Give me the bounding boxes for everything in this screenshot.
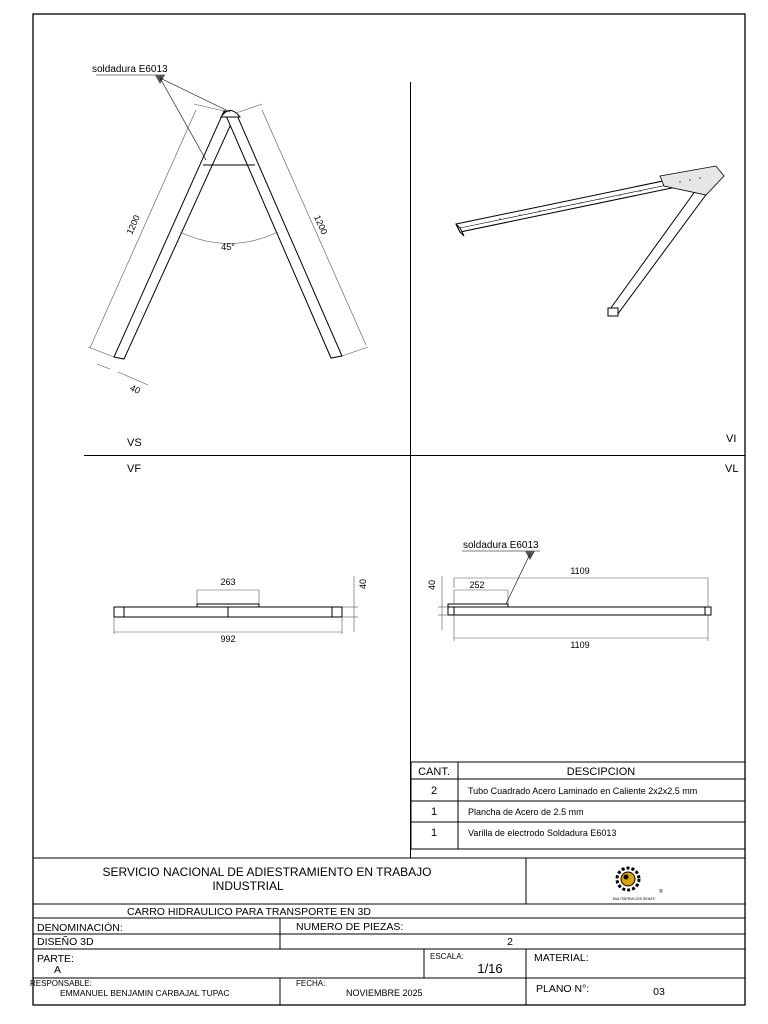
- bom-header-desc: DESCIPCION: [566, 766, 636, 778]
- fecha-label: FECHA:: [296, 979, 326, 988]
- material-label: MATERIAL:: [534, 952, 589, 964]
- plano-value: 03: [653, 986, 665, 998]
- parte-label: PARTE:: [37, 953, 74, 965]
- denominacion-label: DENOMINACIÓN:: [37, 922, 123, 934]
- vl-dim-plate-label: 252: [469, 580, 485, 590]
- escala-value: 1/16: [477, 961, 503, 976]
- vs-dim-tube-label: 40: [128, 382, 142, 396]
- view-vf: [114, 463, 368, 644]
- piezas-label: NUMERO DE PIEZAS:: [296, 921, 404, 933]
- vs-dim-left-label: 1200: [124, 213, 142, 236]
- bom-row-2-desc: Plancha de Acero de 2.5 mm: [468, 807, 584, 817]
- vi-gusset-plate: [660, 166, 724, 195]
- vl-plate: [448, 604, 508, 607]
- vs-dim-right-label: 1200: [312, 213, 330, 236]
- svg-text:®: ®: [659, 889, 663, 895]
- vf-view-label: VF: [127, 463, 142, 475]
- parte-value: A: [54, 964, 62, 976]
- vl-dim-top-label: 1109: [570, 566, 590, 576]
- bom-header-qty: CANT.: [418, 766, 450, 778]
- bom-row-3-qty: 1: [430, 827, 438, 839]
- vl-weld-symbol: [525, 551, 535, 560]
- bom-row-1-qty: 2: [430, 785, 438, 797]
- piezas-value: 2: [507, 936, 513, 948]
- institution-line-2: INDUSTRIAL: [212, 879, 284, 893]
- vs-right-leg: [224, 111, 342, 358]
- vl-dim-bottom-label: 1109: [570, 640, 590, 650]
- bom-row-2-qty: 1: [430, 806, 438, 818]
- vl-weld-label: soldadura E6013: [463, 540, 539, 551]
- bill-of-materials: [411, 762, 745, 849]
- vf-dim-top-label: 263: [220, 577, 236, 587]
- bom-row-1-desc: Tubo Cuadrado Acero Laminado en Caliente 2x2x2.5 mm: [468, 786, 698, 796]
- vi-view-label: VI: [726, 433, 737, 445]
- vl-dim-height-label: 40: [427, 579, 437, 591]
- institution-line-1: SERVICIO NACIONAL DE ADIESTRAMIENTO EN TRABAJO: [102, 865, 432, 879]
- sheet-border: [33, 14, 745, 1005]
- title-block: [30, 858, 745, 1005]
- responsable-value: EMMANUEL BENJAMIN CARBAJAL TUPAC: [60, 988, 230, 998]
- project-title: CARRO HIDRAULICO PARA TRANSPORTE EN 3D: [127, 906, 371, 918]
- bom-row-3-desc: Varilla de electrodo Soldadura E6013: [468, 828, 617, 838]
- escala-label: ESCALA:: [430, 952, 464, 961]
- view-vl: [427, 463, 738, 650]
- logo-caption: MULTISERVICIOS SENATI: [612, 897, 656, 901]
- plano-label: PLANO N°:: [536, 983, 590, 995]
- fecha-value: NOVIEMBRE 2025: [346, 988, 423, 998]
- responsable-label: RESPONSABLE:: [30, 979, 92, 988]
- view-vi: [456, 166, 736, 445]
- vf-dim-height-label: 40: [358, 578, 368, 590]
- senati-logo: [613, 868, 663, 901]
- vs-angle-label: 45°: [221, 242, 235, 252]
- vi-short-tube: [608, 190, 708, 315]
- vl-tube: [448, 607, 711, 615]
- vf-plate: [197, 604, 259, 607]
- vl-view-label: VL: [725, 463, 739, 475]
- denominacion-value: DISEÑO 3D: [37, 936, 94, 948]
- view-vs: [88, 64, 368, 449]
- vf-dim-overall-label: 992: [220, 634, 236, 644]
- vs-view-label: VS: [127, 437, 142, 449]
- vs-weld-label: soldadura E6013: [92, 64, 168, 75]
